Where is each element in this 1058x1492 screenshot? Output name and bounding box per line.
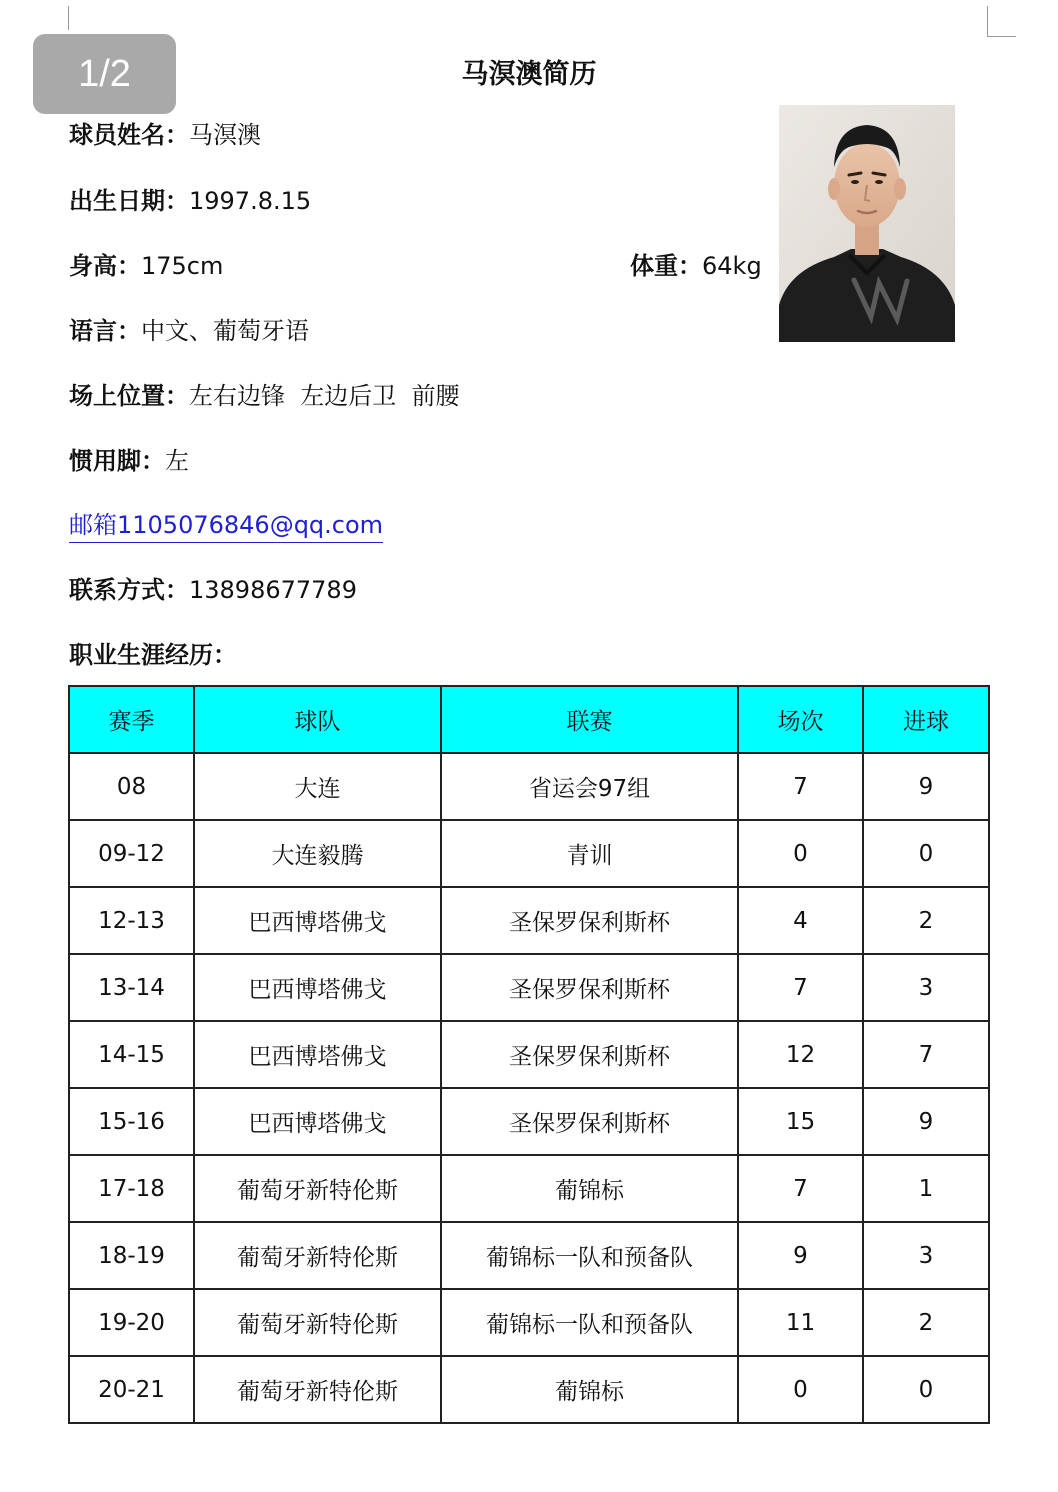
cell-team: 葡萄牙新特伦斯 [194, 1155, 441, 1222]
cell-goals: 9 [863, 753, 989, 820]
birth-date-value: 1997.8.15 [189, 187, 312, 215]
cell-goals: 9 [863, 1088, 989, 1155]
career-table [68, 685, 990, 1424]
cell-league: 圣保罗保利斯杯 [441, 1021, 738, 1088]
cell-appearances: 12 [738, 1021, 863, 1088]
cell-appearances: 7 [738, 1155, 863, 1222]
table-row [69, 1088, 989, 1155]
page-corner-mark-right [987, 6, 1016, 37]
table-row [69, 1289, 989, 1356]
cell-goals: 2 [863, 887, 989, 954]
language-value: 中文、葡萄牙语 [141, 317, 309, 345]
cell-appearances: 15 [738, 1088, 863, 1155]
cell-appearances: 9 [738, 1222, 863, 1289]
cell-league: 葡锦标一队和预备队 [441, 1289, 738, 1356]
cell-league: 圣保罗保利斯杯 [441, 1088, 738, 1155]
cell-team: 葡萄牙新特伦斯 [194, 1222, 441, 1289]
birth-date-label: 出生日期： [69, 187, 189, 215]
table-row [69, 753, 989, 820]
height-value: 175cm [141, 252, 224, 280]
cell-goals: 0 [863, 1356, 989, 1423]
cell-league: 葡锦标一队和预备队 [441, 1222, 738, 1289]
table-header-row [69, 686, 989, 753]
cell-season: 20-21 [69, 1356, 194, 1423]
column-header-goals: 进球 [863, 686, 989, 753]
height-label: 身高： [69, 252, 141, 280]
cell-appearances: 0 [738, 1356, 863, 1423]
cell-season: 14-15 [69, 1021, 194, 1088]
cell-league: 圣保罗保利斯杯 [441, 887, 738, 954]
position-label: 场上位置： [69, 382, 189, 410]
email-link[interactable]: 邮箱1105076846@qq.com [69, 508, 383, 543]
column-header-appearances: 场次 [738, 686, 863, 753]
column-header-league: 联赛 [441, 686, 738, 753]
cell-league: 省运会97组 [441, 753, 738, 820]
weight-label: 体重： [630, 252, 702, 280]
preferred-foot-value: 左 [165, 447, 189, 475]
column-header-team: 球队 [194, 686, 441, 753]
height-field [69, 249, 223, 283]
cell-appearances: 7 [738, 753, 863, 820]
player-name-value: 马溟澳 [189, 121, 261, 149]
cell-season: 09-12 [69, 820, 194, 887]
cell-team: 巴西博塔佛戈 [194, 887, 441, 954]
position-value: 左右边锋 左边后卫 前腰 [189, 382, 460, 410]
cell-season: 18-19 [69, 1222, 194, 1289]
cell-goals: 0 [863, 820, 989, 887]
cell-season: 08 [69, 753, 194, 820]
document-title: 马溟澳简历 [461, 59, 597, 90]
cell-appearances: 4 [738, 887, 863, 954]
page-indicator: 1/2 [33, 34, 176, 114]
cell-team: 葡萄牙新特伦斯 [194, 1356, 441, 1423]
table-row [69, 1356, 989, 1423]
cell-season: 19-20 [69, 1289, 194, 1356]
cell-team: 巴西博塔佛戈 [194, 1021, 441, 1088]
position-field [69, 379, 460, 413]
cell-goals: 3 [863, 1222, 989, 1289]
cell-goals: 7 [863, 1021, 989, 1088]
table-row [69, 887, 989, 954]
cell-appearances: 7 [738, 954, 863, 1021]
cell-league: 葡锦标 [441, 1356, 738, 1423]
page-corner-mark-left [68, 6, 69, 30]
table-row [69, 1021, 989, 1088]
weight-field [630, 249, 762, 283]
cell-team: 巴西博塔佛戈 [194, 954, 441, 1021]
cell-goals: 1 [863, 1155, 989, 1222]
cell-season: 13-14 [69, 954, 194, 1021]
player-photo [779, 105, 955, 342]
contact-field [69, 573, 357, 607]
player-name-field [69, 118, 261, 152]
cell-season: 12-13 [69, 887, 194, 954]
contact-label: 联系方式： [69, 576, 189, 604]
cell-appearances: 0 [738, 820, 863, 887]
table-row [69, 820, 989, 887]
cell-league: 青训 [441, 820, 738, 887]
weight-value: 64kg [702, 252, 762, 280]
table-row [69, 954, 989, 1021]
cell-league: 葡锦标 [441, 1155, 738, 1222]
cell-season: 17-18 [69, 1155, 194, 1222]
cell-team: 大连毅腾 [194, 820, 441, 887]
table-row [69, 1222, 989, 1289]
column-header-season: 赛季 [69, 686, 194, 753]
cell-league: 圣保罗保利斯杯 [441, 954, 738, 1021]
cell-goals: 3 [863, 954, 989, 1021]
cell-team: 葡萄牙新特伦斯 [194, 1289, 441, 1356]
cell-team: 大连 [194, 753, 441, 820]
career-heading: 职业生涯经历： [69, 641, 237, 669]
cell-appearances: 11 [738, 1289, 863, 1356]
preferred-foot-field [69, 444, 189, 478]
preferred-foot-label: 惯用脚： [69, 447, 165, 475]
cell-team: 巴西博塔佛戈 [194, 1088, 441, 1155]
table-row [69, 1155, 989, 1222]
birth-date-field [69, 184, 311, 218]
contact-value: 13898677789 [189, 576, 357, 604]
language-field [69, 314, 309, 348]
cell-season: 15-16 [69, 1088, 194, 1155]
cell-goals: 2 [863, 1289, 989, 1356]
language-label: 语言： [69, 317, 141, 345]
player-name-label: 球员姓名： [69, 121, 189, 149]
